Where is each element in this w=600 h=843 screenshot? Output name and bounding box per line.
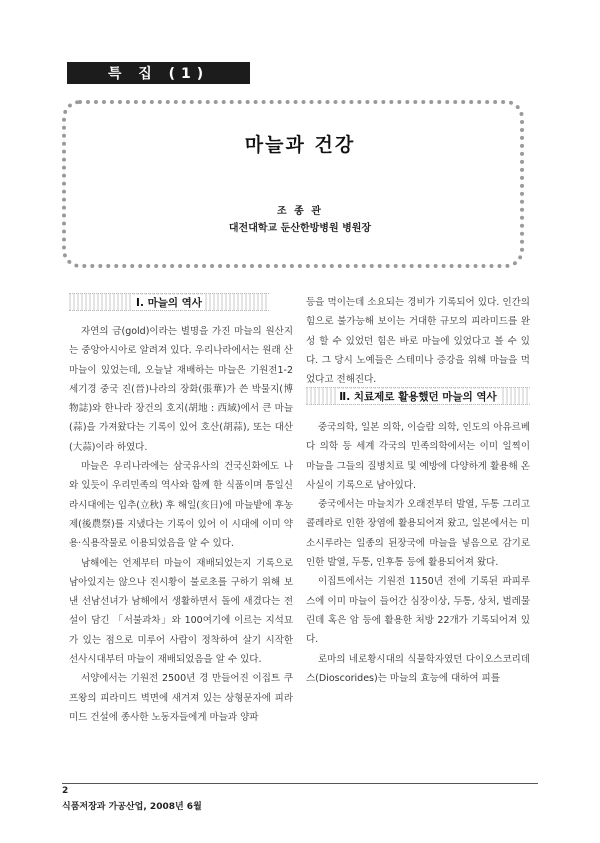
footer-rule	[62, 783, 538, 784]
paragraph: 서양에서는 기원전 2500년 경 만들어진 이집트 쿠프왕의 피라미드 벽면에 새겨져 있는 상형문자에 피라미드 건설에 종사한 노동자들에게 마늘과 양파	[69, 673, 293, 723]
paragraph: 중국의학, 일본 의학, 이슬람 의학, 인도의 아유르베다 의학 등 세계 각국의 민족의학에서는 이미 일찍이 마늘을 그들의 질병치료 및 예방에 다양하게 활용해 온 사실이 기록으로 남아있다.	[306, 422, 530, 491]
section-heading-2-text: Ⅱ. 치료제로 활용했던 마늘의 역사	[336, 389, 499, 404]
section-heading-2	[306, 387, 530, 405]
journal-citation: 식품저장과 가공산업, 2008년 6월	[62, 802, 202, 812]
paragraph: 남해에는 언제부터 마늘이 재배되었는지 기록으로 남아있지는 않으나 진시황이 불로초를 구하기 위해 보낸 선남선녀가 남해에서 생활하면서 돌에 새겼다는 전설이 담긴 「서불과차」와 100여기에 이르는 지석묘가 있는 점으로 미루어 사람이 정착하여 살기 시작한 선사시대부터 마늘이 재배되었음을 알 수 있다.	[69, 557, 293, 666]
paragraph: 이집트에서는 기원전 1150년 전에 기록된 파피루스에 이미 마늘이 들어간 심장이상, 두통, 상처, 벌레물린데 혹은 암 등에 활용한 처방 22개가 기록되어져 있다.	[306, 576, 530, 646]
paragraph: 등을 먹이는데 소요되는 경비가 기록되어 있다. 인간의 힘으로 불가능해 보이는 거대한 규모의 피라미드를 완성 할 수 있었던 힘은 바로 마늘에 있었다고 볼 수 있다. 그 당시 노예들은 스테미나 증강을 위해 마늘을 먹었다고 전해진다.	[306, 297, 530, 386]
page-number: 2	[62, 786, 69, 796]
author-affiliation: 대전대학교 둔산한방병원 병원장	[228, 223, 372, 234]
left-column	[69, 322, 293, 727]
feature-banner: 특 집 (1)	[67, 62, 250, 84]
title-frame	[62, 100, 524, 268]
author-name: 조 종 관	[277, 206, 323, 217]
section-heading-1-text: Ⅰ. 마늘의 역사	[133, 295, 205, 310]
right-column-top	[306, 293, 530, 389]
article-title: 마늘과 건강	[244, 134, 356, 156]
paragraph: 자연의 금(gold)이라는 별명을 가진 마늘의 원산지는 중앙아시아로 알려져 있다. 우리나라에서는 원래 산마늘이 있었는데, 오늘날 재배하는 마늘은 기원전1-2세기경 중국 진(晉)나라의 장화(張華)가 쓴 박물지(博物誌)와 한나라 장건의 호지(胡地 : 西域)에서 큰 마늘(蒜)을 가져왔다는 기록이 있어 호산(胡蒜), 또는 대산(大蒜)이라 하였다.	[69, 326, 293, 453]
paragraph: 마늘은 우리나라에는 삼국유사의 건국신화에도 나와 있듯이 우리민족의 역사와 함께 한 식품이며 통일신라시대에는 입추(立秋) 후 해일(亥日)에 마늘밭에 후농제(後農祭)를 지냈다는 기록이 있어 이 시대에 이미 약용·식용작물로 이용되었음을 알 수 있다.	[69, 461, 293, 550]
right-column	[306, 418, 530, 688]
paragraph: 중국에서는 마늘치가 오래전부터 발열, 두통 그리고 콜레라로 인한 장염에 활용되어져 왔고, 일본에서는 미소시루라는 일종의 된장국에 마늘을 넣음으로 감기로 인한 발열, 두통, 인후통 등에 활용되어져 왔다.	[306, 499, 530, 569]
paragraph: 로마의 네로황시대의 식물학자였던 다이오스코리데스(Dioscorides)는 마늘의 효능에 대하여 피를	[306, 653, 530, 684]
section-heading-1	[69, 293, 269, 311]
